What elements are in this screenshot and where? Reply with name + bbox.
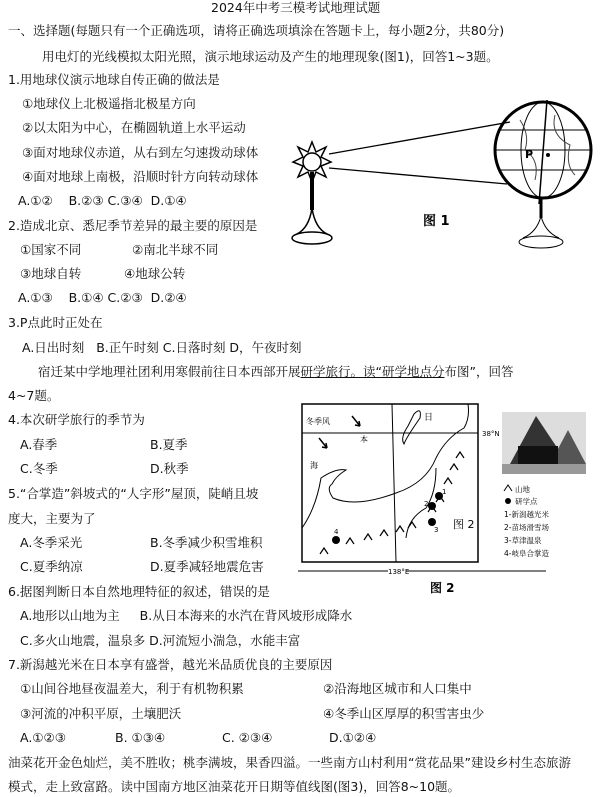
lamp-icon (292, 142, 332, 244)
q5-option-b: B.冬季减少积雪堆积 (150, 535, 263, 550)
intro-8-10: 油菜花开金色灿烂，美不胜收；桃李满坡，果香四溢。一些南方山村利用“赏花品果”建设乡村生态旅游 (8, 755, 571, 770)
q7-statement: ④冬季山区厚厚的积雪害虫少 (323, 706, 485, 721)
section-heading: 一、选择题(每题只有一个正确选项，请将正确选项填涂在答题卡上，每小题2分，共80分) (8, 23, 505, 38)
q7-statement: ③河流的冲积平原，土壤肥沃 (20, 706, 182, 721)
legend-mountain-icon (504, 485, 512, 491)
q4-option-b: B.夏季 (150, 437, 188, 452)
q7-option-d: D.①②④ (329, 730, 377, 745)
site-number: 1 (442, 488, 447, 496)
q1-stem: 1.用地球仪演示地球自传正确的做法是 (8, 72, 220, 87)
site-number: 3 (434, 526, 439, 534)
q2-stem: 2.造成北京、悉尼季节差异的最主要的原因是 (8, 218, 258, 233)
q6-options-cd: C.多火山地震，温泉多 D.河流短小湍急，水能丰富 (20, 633, 301, 648)
page-title: 2024年中考三模考试地理试题 (211, 0, 381, 15)
map-label-hai: 海 (310, 461, 318, 470)
q3-options: A.日出时刻 B.正午时刻 C.日落时刻 D，午夜时刻 (22, 340, 302, 355)
legend-item: 1-新潟越光米 (504, 510, 549, 519)
figure-2-caption: 图 2 (430, 581, 455, 595)
p-point-marker (546, 153, 550, 157)
figure-1-globe-illustration (285, 100, 595, 260)
q7-statement: ①山间谷地昼夜温差大，利于有机物积累 (20, 681, 244, 696)
legend-item: 山地 (515, 485, 530, 494)
q5-stem-cont: 度大，主要为了 (8, 511, 96, 526)
map-label-ri: 日 (424, 413, 434, 423)
q4-option-d: D.秋季 (150, 461, 189, 476)
intro-1-3: 用电灯的光线模拟太阳光照，演示地球运动及产生的地理现象(图1)，回答1~3题。 (42, 49, 499, 64)
legend-site-icon (505, 498, 511, 504)
q7-option-c: C. ②③④ (222, 730, 273, 745)
q5-option-c: C.夏季纳凉 (20, 559, 83, 574)
q4-option-a: A.春季 (20, 437, 58, 452)
q4-option-c: C.冬季 (20, 461, 58, 476)
q7-stem: 7.新潟越光米在日本享有盛誉，越光米品质优良的主要原因 (8, 657, 333, 672)
q2-statement: ①国家不同 (20, 242, 82, 257)
gassho-house-photo (502, 412, 586, 474)
intro-text: 布图”，回答 (444, 364, 514, 379)
intro-4-7 (38, 364, 513, 380)
intro-8-10-cont: 模式，走上致富路。读中国南方地区油菜花开日期等值线图(图3)，回答8~10题。 (8, 779, 461, 794)
q1-statement: ④面对地球上南极，沿顺时针方向转动球体 (22, 169, 259, 184)
q7-statement: ②沿海地区城市和人口集中 (323, 681, 472, 696)
q6-options-ab: A.地形以山地为主 B.从日本海来的水汽在背风坡形成降水 (20, 608, 353, 623)
q5-option-a: A.冬季采光 (20, 535, 83, 550)
legend-item: 4-岐阜合掌造 (504, 549, 549, 558)
site-number: 4 (334, 528, 339, 536)
winter-monsoon-label: 冬季风 (306, 417, 330, 426)
q5-stem: 5.“合掌造”斜坡式的“人字形”屋顶，陡峭且坡 (8, 486, 259, 501)
legend-item: 3-草津温泉 (504, 536, 542, 545)
q3-stem: 3.P点此时正处在 (8, 315, 103, 330)
q2-options: A.①③ B.①④ C.②③ D.②④ (18, 290, 187, 305)
latitude-label: 38°N (482, 430, 500, 438)
q1-statement: ①地球仪上北极遥指北极星方向 (22, 96, 196, 111)
q7-option-b: B. ①③④ (115, 730, 166, 745)
q6-stem: 6.据图判断日本自然地理特征的叙述，错误的是 (8, 584, 270, 599)
intro-4-7-cont: 4~7题。 (8, 388, 60, 403)
figure-2-inner-caption: 图 2 (453, 518, 475, 531)
p-point-label: P (525, 148, 534, 161)
q5-option-d: D.夏季减轻地震危害 (150, 559, 264, 574)
q2-statement: ④地球公转 (124, 266, 186, 281)
site-number: 2 (424, 500, 429, 508)
map-label-ben: 本 (360, 435, 368, 444)
q7-option-a: A.①②③ (20, 730, 66, 745)
q2-statement: ③地球自转 (20, 266, 82, 281)
q1-statement: ③面对地球仪赤道，从右到左匀速拨动球体 (22, 145, 259, 160)
intro-text: 宿迁某中学地理社团利用寒假前往日本西部开展 (38, 364, 301, 379)
longitude-label: 138°E (388, 568, 410, 576)
legend-item: 2-苗场滑雪场 (504, 523, 549, 532)
figure-1-caption: 图 1 (423, 214, 450, 229)
intro-underlined: 研学旅行。读“研学地点分 (300, 364, 445, 379)
q4-stem: 4.本次研学旅行的季节为 (8, 412, 145, 427)
legend-item: 研学点 (515, 497, 538, 506)
q1-statement: ②以太阳为中心，在椭圆轨道上水平运动 (22, 120, 246, 135)
q1-options: A.①② B.②③ C.③④ D.①④ (18, 193, 187, 208)
figure-2-japan-map (296, 398, 600, 598)
q2-statement: ②南北半球不同 (132, 242, 219, 257)
